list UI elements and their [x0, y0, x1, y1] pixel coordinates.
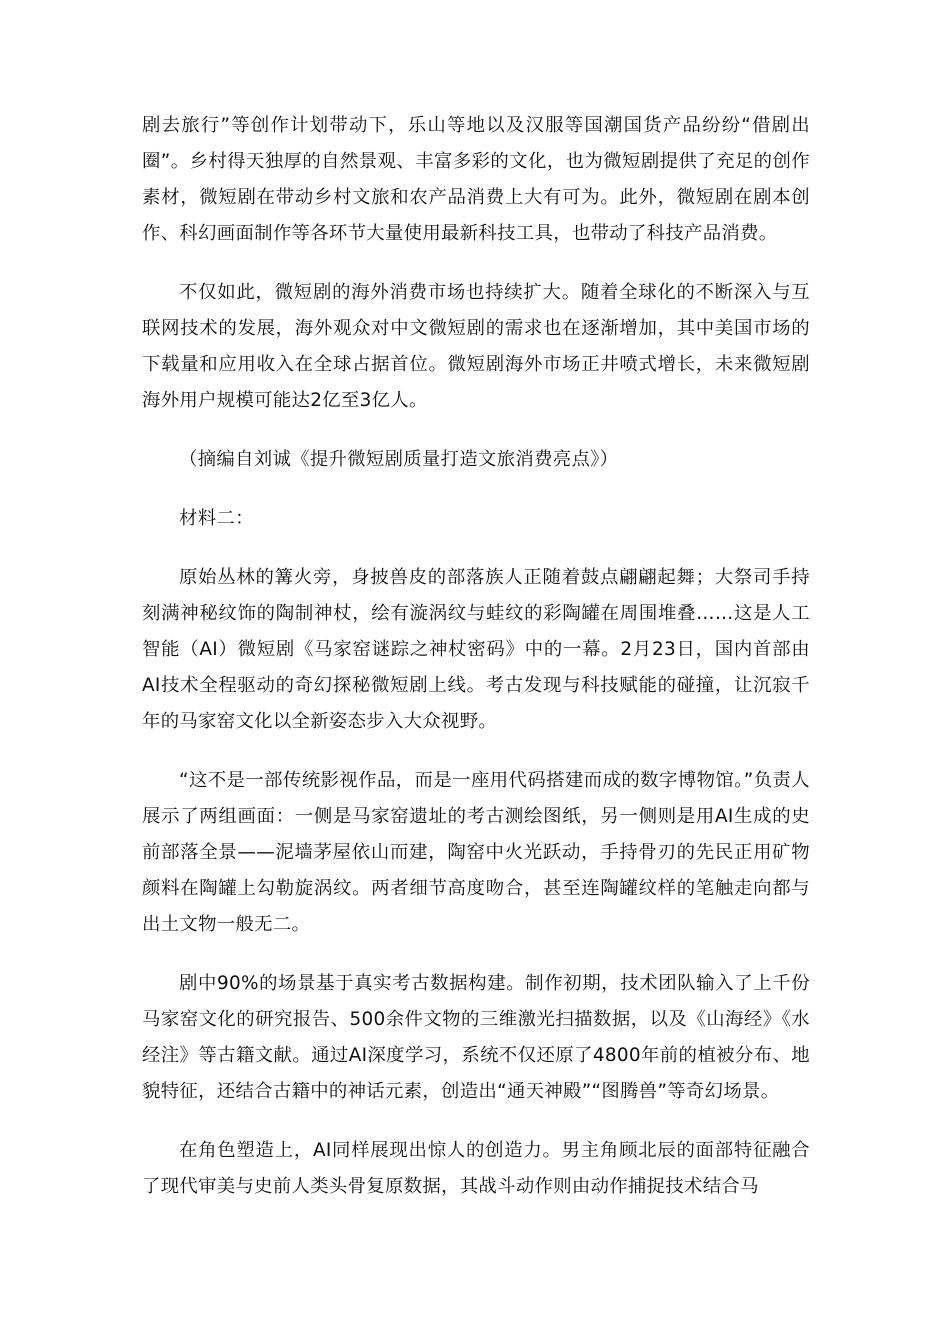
paragraph-2: 不仅如此，微短剧的海外消费市场也持续扩大。随着全球化的不断深入与互联网技术的发展，海外观众对中文微短剧的需求也在逐渐增加，其中美国市场的下载量和应用收入在全球占据首位。微短剧海外市场正井喷式增长，未来微短剧海外用户规模可能达2亿至3亿人。 — [142, 282, 810, 411]
paragraph-3: 原始丛林的篝火旁，身披兽皮的部落族人正随着鼓点翩翩起舞；大祭司手持刻满神秘纹饰的陶制神杖，绘有漩涡纹与蛙纹的彩陶罐在周围堆叠……这是人工智能（AI）微短剧《马家窑谜踪之神杖密码》中的一幕。2月23日，国内首部由AI技术全程驱动的奇幻探秘微短剧上线。考古发现与科技赋能的碰撞，让沉寂千年的马家窑文化以全新姿态步入大众视野。 — [142, 567, 810, 732]
paragraph-5: 剧中90%的场景基于真实考古数据构建。制作初期，技术团队输入了上千份马家窑文化的研究报告、500余件文物的三维激光扫描数据，以及《山海经》《水经注》等古籍文献。通过AI深度学习，系统不仅还原了4800年前的植被分布、地貌特征，还结合古籍中的神话元素，创造出“通天神殿”“图腾兽”等奇幻场景。 — [142, 973, 810, 1102]
section-heading: 材料二： — [179, 508, 254, 529]
paragraph-6: 在角色塑造上，AI同样展现出惊人的创造力。男主角顾北辰的面部特征融合了现代审美与史前人类头骨复原数据，其战斗动作则由动作捕捉技术结合马 — [142, 1140, 810, 1197]
document-page — [142, 108, 810, 1205]
paragraph-1: 剧去旅行”等创作计划带动下，乐山等地以及汉服等国潮国货产品纷纷“借剧出圈”。乡村得天独厚的自然景观、丰富多彩的文化，也为微短剧提供了充足的创作素材，微短剧在带动乡村文旅和农产品消费上大有可为。此外，微短剧在剧本创作、科幻画面制作等各环节大量使用最新科技工具，也带动了科技产品消费。 — [142, 115, 810, 244]
source-citation: （摘编自刘诚《提升微短剧质量打造文旅消费亮点》） — [179, 449, 619, 470]
paragraph-4: “这不是一部传统影视作品，而是一座用代码搭建而成的数字博物馆。”负责人展示了两组画面：一侧是马家窑遗址的考古测绘图纸，另一侧则是用AI生成的史前部落全景——泥墙茅屋依山而建，陶窑中火光跃动，手持骨刃的先民正用矿物颜料在陶罐上勾勒旋涡纹。两者细节高度吻合，甚至连陶罐纹样的笔触走向都与出土文物一般无二。 — [142, 770, 810, 935]
